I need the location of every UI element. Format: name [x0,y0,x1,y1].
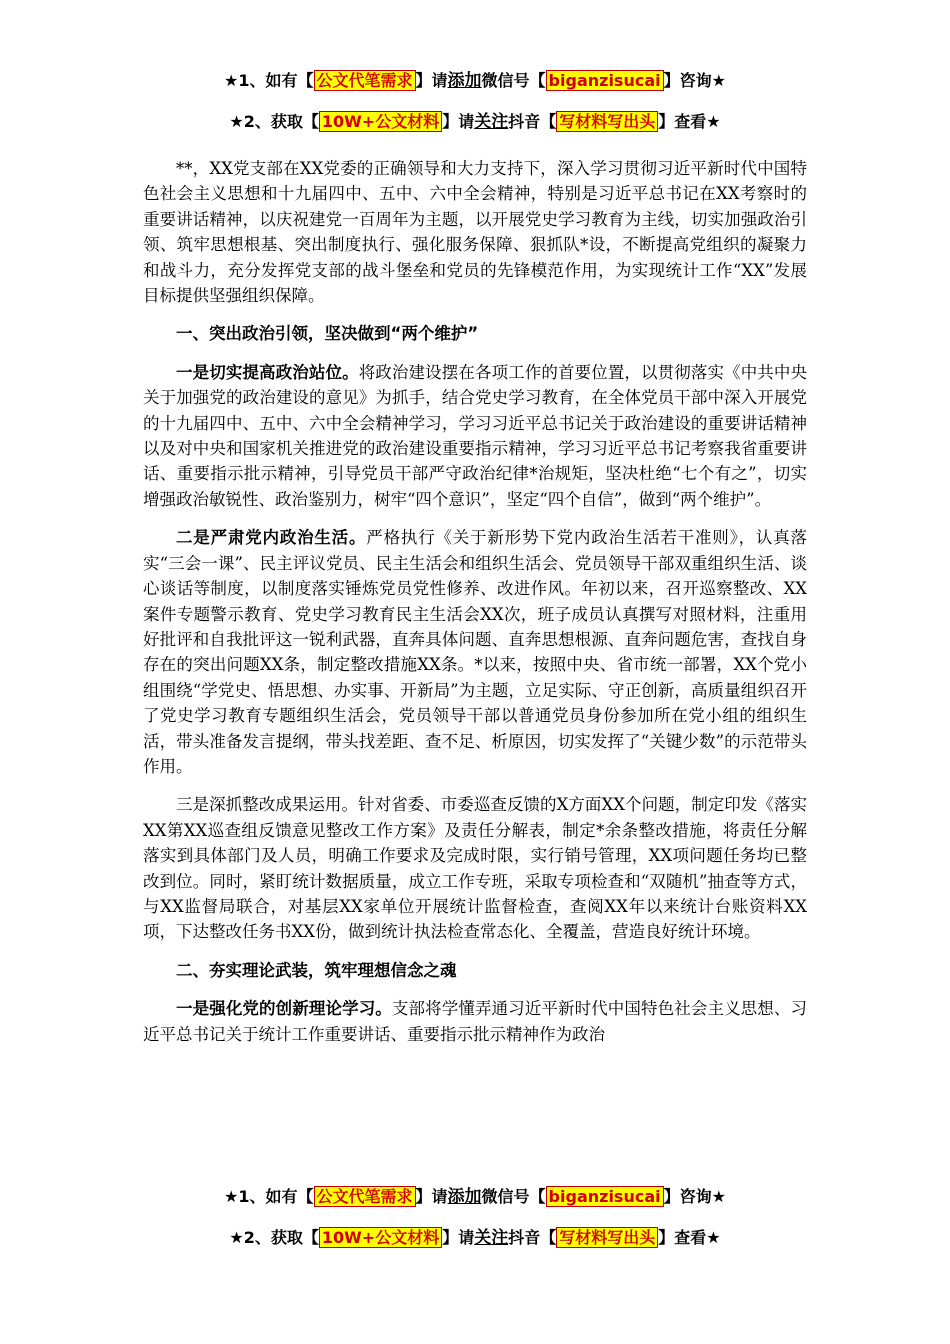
banner-text: 微信号【 [481,71,546,90]
banner-text: ★2、获取【 [229,112,319,131]
paragraph-text: 将政治建设摆在各项工作的首要位置，以贯彻落实《中共中央关于加强党的政治建设的意见》为抓手，结合党史学习教育，在全体党员干部中深入开展党的十九届四中、五中、六中全会精神学习，学习习近平总书记关于政治建设的重要讲话精神以及对中央和国家机关推进党的政治建设重要指示精神，学习习近平总书记考察我省重要讲话、重要指示批示精神，引导党员干部严守政治纪律*治规矩，坚决杜绝“七个有之”，切实增强政治敏锐性、政治鉴别力，树牢“四个意识”，坚定“四个自信”，做到“两个维护”。 [143,362,808,509]
body-paragraph [143,525,807,779]
banner-text: 抖音【 [508,112,557,131]
banner-text: 】请 [442,1228,475,1247]
banner-highlight: 写材料写出头 [556,111,658,132]
banner-highlight: 10W+公文材料 [319,111,442,132]
body-paragraph [143,792,807,944]
banner-underlined: 添加 [447,1187,482,1207]
banner-underlined: 关注 [474,112,509,132]
banner-text: 】请 [415,71,448,90]
body-paragraph [143,360,807,512]
paragraph-lead: 二是严肃党内政治生活。 [176,528,367,548]
banner-text: 抖音【 [508,1228,557,1247]
heading-text: 二、夯实理论武装，筑牢理想信念之魂 [176,960,457,980]
banner-text: 】咨询★ [663,71,726,90]
banner-text: 】查看★ [658,112,721,131]
bottom-banner-line-2 [0,1227,950,1249]
banner-text: 】请 [442,112,475,131]
banner-highlight: biganzisucai [546,1186,664,1207]
banner-text: ★1、如有【 [224,71,314,90]
banner-highlight: biganzisucai [546,70,664,91]
banner-underlined: 添加 [447,71,482,91]
section-heading [143,321,807,346]
top-banner-line-2 [0,111,950,133]
top-banner-line-1 [0,70,950,92]
body-paragraph [143,156,807,308]
paragraph-lead: 一是强化党的创新理论学习。 [176,999,392,1019]
paragraph-lead: 一是切实提高政治站位。 [176,362,359,382]
banner-highlight: 写材料写出头 [556,1227,658,1248]
paragraph-text: 严格执行《关于新形势下党内政治生活若干准则》，认真落实“三会一课”、民主评议党员、民主生活会和组织生活会、党员领导干部双重组织生活、谈心谈话等制度，以制度落实锤炼党员党性修养、改进作风。年初以来，召开巡察整改、XX案件专题警示教育、党史学习教育民主生活会XX次，班子成员认真撰写对照材料，注重用好批评和自我批评这一锐利武器，直奔具体问题、直奔思想根源、直奔问题危害，查找自身存在的突出问题XX条，制定整改措施XX条。*以来，按照中央、省市统一部署，XX个党小组围绕“学党史、悟思想、办实事、开新局”为主题，立足实际、守正创新，高质量组织召开了党史学习教育专题组织生活会，党员领导干部以普通党员身份参加所在党小组的组织生活，带头准备发言提纲，带头找差距、查不足、析原因，切实发挥了“关键少数”的示范带头作用。 [143,528,808,776]
banner-highlight: 10W+公文材料 [319,1227,442,1248]
banner-text: ★2、获取【 [229,1228,319,1247]
banner-text: 】请 [415,1187,448,1206]
banner-text: 微信号【 [481,1187,546,1206]
banner-text: ★1、如有【 [224,1187,314,1206]
bottom-banner-line-1 [0,1186,950,1208]
paragraph-text: 三是深抓整改成果运用。针对省委、市委巡查反馈的X方面XX个问题，制定印发《落实XX第XX巡查组反馈意见整改工作方案》及责任分解表，制定*余条整改措施，将责任分解落实到具体部门及人员，明确工作要求及完成时限，实行销号管理，XX项问题任务均已整改到位。同时，紧盯统计数据质量，成立工作专班，采取专项检查和“双随机”抽查等方式，与XX监督局联合，对基层XX家单位开展统计监督检查，查阅XX年以来统计台账资料XX项，下达整改任务书XX份，做到统计执法检查常态化、全覆盖，营造良好统计环境。 [143,795,807,942]
document-body [143,156,807,1060]
paragraph-text: **，XX党支部在XX党委的正确领导和大力支持下，深入学习贯彻习近平新时代中国特色社会主义思想和十九届四中、五中、六中全会精神，特别是习近平总书记在XX考察时的重要讲话精神，以庆祝建党一百周年为主题，以开展党史学习教育为主线，切实加强政治引领、筑牢思想根基、突出制度执行、强化服务保障、狠抓队*设，不断提高党组织的凝聚力和战斗力，充分发挥党支部的战斗堡垒和党员的先锋模范作用，为实现统计工作“XX”发展目标提供坚强组织保障。 [143,159,807,306]
banner-underlined: 关注 [474,1228,509,1248]
section-heading [143,958,807,983]
banner-text: 】咨询★ [663,1187,726,1206]
banner-highlight: 公文代笔需求 [314,70,416,91]
banner-text: 】查看★ [658,1228,721,1247]
banner-highlight: 公文代笔需求 [314,1186,416,1207]
body-paragraph [143,996,807,1047]
paragraph-text: 支部将学懂弄通习近平新时代中国特色社会主义思想、习近平总书记关于统计工作重要讲话、重要指示批示精神作为政治 [143,999,808,1044]
heading-text: 一、突出政治引领，坚决做到“两个维护” [176,324,479,344]
